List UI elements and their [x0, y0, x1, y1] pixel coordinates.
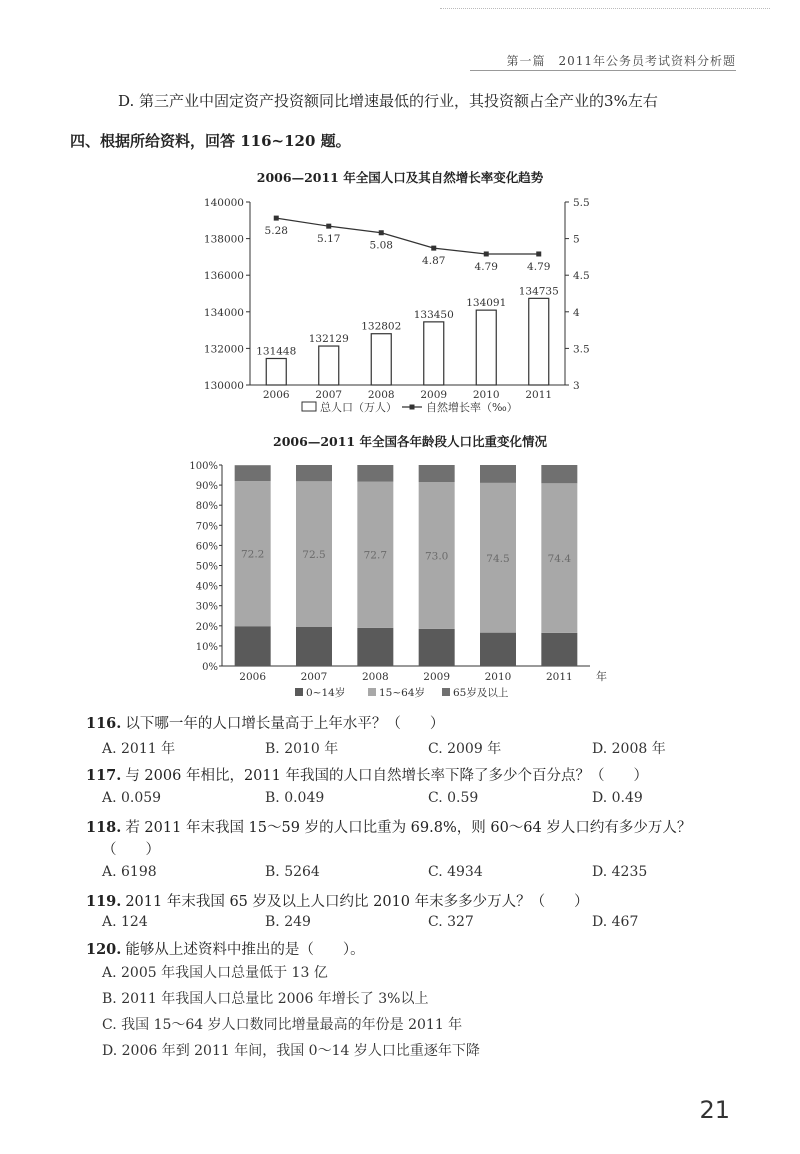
population-bar [476, 310, 496, 385]
left-tick-label: 138000 [203, 233, 244, 246]
left-tick-label: 132000 [203, 343, 244, 356]
y-tick-label: 40% [195, 581, 218, 593]
working-age-label: 74.5 [486, 552, 510, 565]
y-tick-label: 70% [195, 521, 218, 533]
age-segment-65plus [480, 465, 516, 483]
option-119-b: B. 249 [265, 914, 311, 930]
y-tick-label: 50% [195, 561, 218, 573]
option-118-c: C. 4934 [428, 864, 483, 880]
population-bar-label: 134735 [518, 285, 559, 298]
option-119-d: D. 467 [592, 914, 639, 930]
population-bar [266, 359, 286, 385]
legend-swatch [442, 688, 450, 696]
option-118-a: A. 6198 [102, 864, 157, 880]
age-segment-0-14 [541, 633, 577, 666]
option-116-b: B. 2010 年 [265, 741, 339, 757]
option-117-c: C. 0.59 [428, 790, 479, 806]
growth-rate-label: 5.17 [317, 233, 341, 246]
question-118 [86, 816, 691, 837]
growth-rate-label: 4.87 [422, 255, 446, 268]
right-tick-label: 3 [573, 380, 580, 392]
right-tick-label: 5.5 [573, 197, 590, 209]
x-tick-label: 2009 [420, 389, 448, 401]
growth-rate-label: 5.08 [369, 239, 393, 252]
y-tick-label: 20% [195, 621, 218, 633]
x-tick-label: 2011 [545, 671, 573, 683]
question-120 [86, 938, 365, 959]
growth-rate-label: 4.79 [527, 260, 551, 273]
left-tick-label: 130000 [203, 380, 244, 392]
growth-rate-label: 4.79 [474, 260, 498, 273]
option-120-b: B. 2011 年我国人口总量比 2006 年增长了 3%以上 [102, 991, 429, 1007]
option-116-a: A. 2011 年 [102, 741, 176, 757]
option-120-d: D. 2006 年到 2011 年间，我国 0～14 岁人口比重逐年下降 [102, 1043, 480, 1059]
age-segment-0-14 [235, 626, 271, 666]
legend-bar-swatch [302, 402, 316, 411]
option-119-c: C. 327 [428, 914, 474, 930]
x-tick-label: 2008 [367, 389, 395, 401]
population-bar-label: 133450 [413, 308, 454, 321]
right-tick-label: 4 [573, 306, 580, 319]
age-segment-65plus [419, 465, 455, 482]
previous-option-d: D. 第三产业中固定资产投资额同比增速最低的行业，其投资额占全产业的3%左右 [118, 92, 658, 110]
question-number: 118. [86, 819, 122, 836]
growth-rate-point [431, 246, 436, 251]
header-rule [470, 70, 736, 71]
growth-rate-point [536, 251, 541, 256]
age-segment-0-14 [419, 629, 455, 666]
x-tick-label: 2009 [423, 671, 451, 683]
question-118-blank: （ ） [102, 842, 160, 858]
left-tick-label: 134000 [203, 306, 244, 319]
y-tick-label: 90% [195, 481, 218, 493]
question-117 [86, 764, 648, 785]
population-bar [371, 334, 391, 385]
option-117-b: B. 0.049 [265, 790, 325, 806]
legend-label: 65岁及以上 [453, 687, 509, 699]
option-117-d: D. 0.49 [592, 790, 643, 806]
population-bar-label: 131448 [256, 345, 297, 358]
question-116 [86, 712, 444, 733]
right-tick-label: 3.5 [573, 343, 590, 356]
y-tick-label: 10% [195, 641, 218, 653]
age-segment-0-14 [357, 628, 393, 666]
legend-swatch [295, 688, 303, 696]
population-bar [424, 322, 444, 385]
working-age-label: 72.2 [240, 548, 265, 561]
question-number: 119. [86, 893, 122, 910]
question-number: 116. [86, 715, 122, 732]
x-tick-label: 2006 [239, 671, 267, 683]
x-axis-unit: 年 [596, 670, 607, 683]
age-segment-0-14 [480, 633, 516, 666]
option-118-b: B. 5264 [265, 864, 320, 880]
right-tick-label: 4.5 [573, 270, 590, 283]
question-text: 与 2006 年相比，2011 年我国的人口自然增长率下降了多少个百分点？（ ） [125, 768, 648, 784]
option-118-d: D. 4235 [592, 864, 648, 880]
age-segment-65plus [235, 465, 271, 481]
x-tick-label: 2006 [262, 389, 290, 401]
population-bar [319, 346, 339, 385]
population-growth-chart [190, 190, 620, 420]
legend-population: 总人口（万人） [320, 401, 397, 414]
x-tick-label: 2010 [484, 671, 512, 683]
legend-line-marker [410, 405, 415, 410]
left-tick-label: 136000 [203, 270, 244, 283]
population-bar-label: 132802 [361, 320, 402, 333]
growth-rate-point [274, 216, 279, 221]
y-tick-label: 30% [195, 601, 218, 613]
question-text: 能够从上述资料中推出的是（ ）。 [125, 942, 365, 958]
page-number: 21 [699, 1096, 730, 1124]
legend-growth-rate: 自然增长率（‰） [426, 401, 518, 414]
x-tick-label: 2008 [361, 671, 389, 683]
age-segment-65plus [357, 465, 393, 482]
y-tick-label: 80% [195, 501, 218, 513]
age-structure-chart [180, 455, 620, 710]
option-120-a: A. 2005 年我国人口总量低于 13 亿 [102, 965, 328, 981]
age-segment-0-14 [296, 627, 332, 666]
question-text: 以下哪一年的人口增长量高于上年水平？（ ） [125, 716, 445, 732]
growth-rate-point [484, 251, 489, 256]
option-119-a: A. 124 [102, 914, 148, 930]
x-tick-label: 2007 [300, 671, 328, 683]
growth-rate-point [326, 224, 331, 229]
option-117-a: A. 0.059 [102, 790, 162, 806]
running-header: 第一篇 2011年公务员考试资料分析题 [506, 54, 736, 68]
question-119 [86, 890, 589, 911]
growth-rate-line [276, 218, 539, 254]
population-bar-label: 132129 [308, 333, 349, 346]
population-bar-label: 134091 [466, 297, 507, 310]
x-tick-label: 2007 [315, 389, 343, 401]
age-segment-65plus [541, 465, 577, 483]
option-116-c: C. 2009 年 [428, 741, 502, 757]
working-age-label: 72.7 [363, 549, 388, 562]
working-age-label: 73.0 [424, 550, 449, 563]
y-tick-label: 100% [189, 461, 218, 472]
chart1-title: 2006—2011 年全国人口及其自然增长率变化趋势 [256, 170, 544, 185]
growth-rate-point [379, 230, 384, 235]
x-tick-label: 2011 [525, 389, 553, 401]
chart2-title: 2006—2011 年全国各年龄段人口比重变化情况 [273, 434, 547, 449]
left-tick-label: 140000 [203, 197, 244, 209]
working-age-label: 74.4 [547, 553, 572, 566]
top-rule [440, 8, 770, 9]
legend-swatch [368, 688, 376, 696]
option-116-d: D. 2008 年 [592, 741, 666, 757]
question-text: 2011 年末我国 65 岁及以上人口约比 2010 年末多多少万人？（ ） [125, 894, 589, 910]
population-bar [529, 298, 549, 385]
growth-rate-label: 5.28 [264, 225, 288, 238]
legend-label: 0~14岁 [306, 687, 346, 699]
x-tick-label: 2010 [472, 389, 500, 401]
age-segment-65plus [296, 465, 332, 481]
section-title: 四、根据所给资料，回答 116~120 题。 [70, 132, 351, 150]
legend-label: 15~64岁 [379, 687, 426, 699]
y-tick-label: 0% [202, 662, 218, 673]
y-tick-label: 60% [195, 541, 218, 553]
question-number: 117. [86, 767, 122, 784]
question-text: 若 2011 年末我国 15～59 岁的人口比重为 69.8%，则 60～64 岁人口约有多少万人？ [125, 820, 692, 836]
working-age-label: 72.5 [302, 549, 326, 562]
option-120-c: C. 我国 15～64 岁人口数同比增量最高的年份是 2011 年 [102, 1017, 463, 1033]
right-tick-label: 5 [573, 233, 580, 246]
question-number: 120. [86, 941, 122, 958]
